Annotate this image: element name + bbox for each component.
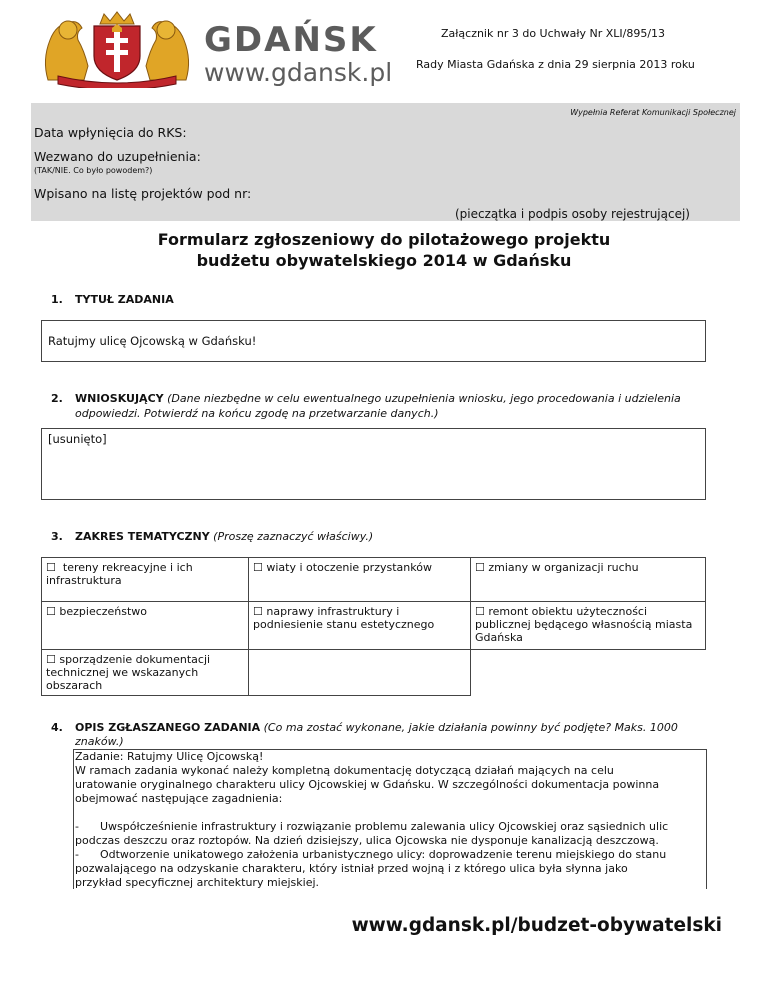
- description-line: W ramach zadania wykonać należy kompletną dokumentację dotyczącą działań mających na celu: [75, 764, 614, 777]
- description-line: - Odtworzenie unikatowego założenia urbanistycznego ulicy: doprowadzenie terenu miejskiego do stanu: [75, 848, 667, 861]
- theme-option-recreation[interactable]: ☐ tereny rekreacyjne i ich infrastruktura: [42, 558, 249, 602]
- section-2-hint-1: (Dane niezbędne w celu ewentualnego uzupełnienia wniosku, jego procedowania i udzielenia: [167, 392, 681, 405]
- checkbox-icon[interactable]: ☐: [253, 605, 263, 618]
- description-line: uratowanie oryginalnego charakteru ulicy Ojcowskiej w Gdańsku. W szczególności dokumentacja powinna: [75, 778, 660, 791]
- theme-option-public-building[interactable]: ☐ remont obiektu użyteczności publicznej będącego własnością miasta Gdańska: [471, 602, 706, 650]
- section-2-number: 2.: [51, 392, 63, 405]
- section-2-hint-2: odpowiedzi. Potwierdź na końcu zgodę na przetwarzanie danych.): [75, 407, 439, 420]
- applicant-value: [usunięto]: [48, 432, 107, 446]
- theme-blank-cell: [471, 650, 706, 696]
- checkbox-icon[interactable]: ☐: [253, 561, 263, 574]
- description-line: - Uwspółcześnienie infrastruktury i rozwiązanie problemu zalewania ulicy Ojcowskiej oraz sąsiednich ulic: [75, 820, 669, 833]
- footer-url: www.gdansk.pl/budzet-obywatelski: [351, 915, 722, 936]
- form-title-line-1: Formularz zgłoszeniowy do pilotażowego projektu: [157, 230, 611, 249]
- section-4-heading: [51, 721, 731, 749]
- description-line: pozwalającego na odzyskanie charakteru, który istniał przed wojną i z którego ulica była słynna jako: [75, 862, 628, 875]
- supplement-hint: (TAK/NIE. Co było powodem?): [34, 166, 153, 175]
- theme-option-safety[interactable]: ☐ bezpieczeństwo: [42, 602, 249, 650]
- checkbox-icon[interactable]: ☐: [475, 605, 485, 618]
- applicant-field[interactable]: [41, 428, 706, 500]
- section-3-heading: [51, 530, 373, 543]
- annex-line-1: Załącznik nr 3 do Uchwały Nr XLI/895/13: [441, 27, 666, 40]
- description-line: obejmować następujące zagadnienia:: [75, 792, 283, 805]
- task-description-field[interactable]: [73, 749, 707, 889]
- theme-option-traffic[interactable]: ☐ zmiany w organizacji ruchu: [471, 558, 706, 602]
- section-4-hint-1: (Co ma zostać wykonane, jakie działania powinny być podjęte? Maks. 1000: [263, 721, 678, 734]
- description-line: przykład specyficznej architektury miejskiej.: [75, 876, 320, 889]
- received-date-label: Data wpłynięcia do RKS:: [34, 125, 187, 140]
- registry-box: [31, 103, 740, 221]
- form-title-line-2: budżetu obywatelskiego 2014 w Gdańsku: [196, 251, 572, 270]
- checkbox-icon[interactable]: ☐: [46, 605, 56, 618]
- section-3-number: 3.: [51, 530, 63, 543]
- registry-note: Wypełnia Referat Komunikacji Społecznej: [570, 108, 736, 117]
- section-4-number: 4.: [51, 721, 63, 734]
- section-3-title: ZAKRES TEMATYCZNY: [75, 530, 210, 543]
- stamp-label: (pieczątka i podpis osoby rejestrującej): [454, 207, 690, 221]
- checkbox-icon[interactable]: ☐: [46, 653, 56, 666]
- checkbox-icon[interactable]: ☐: [46, 561, 56, 574]
- brand-url: www.gdansk.pl: [204, 58, 393, 87]
- theme-option-bus-stops[interactable]: ☐ wiaty i otoczenie przystanków: [249, 558, 471, 602]
- section-2-heading: [51, 391, 731, 421]
- listed-number-label: Wpisano na listę projektów pod nr:: [34, 186, 252, 201]
- description-line: [75, 806, 706, 820]
- themes-table: [41, 557, 706, 696]
- task-title-field[interactable]: [41, 320, 706, 362]
- annex-line-2: Rady Miasta Gdańska z dnia 29 sierpnia 2013 roku: [416, 58, 695, 71]
- section-4-title: OPIS ZGŁASZANEGO ZADANIA: [75, 721, 261, 734]
- theme-option-documentation[interactable]: ☐ sporządzenie dokumentacji technicznej we wskazanych obszarach: [42, 650, 249, 696]
- theme-empty-cell: [249, 650, 471, 696]
- description-line: podczas deszczu oraz roztopów. Na dzień dzisiejszy, ulica Ojcowska nie dysponuje kanalizacją deszczową.: [75, 834, 659, 847]
- section-1-heading: [51, 293, 174, 306]
- gdansk-coat-of-arms-icon: [38, 10, 196, 88]
- form-title: [0, 229, 768, 271]
- checkbox-icon[interactable]: ☐: [475, 561, 485, 574]
- section-3-hint: (Proszę zaznaczyć właściwy.): [213, 530, 374, 543]
- section-1-title: TYTUŁ ZADANIA: [75, 293, 174, 306]
- section-2-title: WNIOSKUJĄCY: [75, 392, 164, 405]
- task-title-value: Ratujmy ulicę Ojcowską w Gdańsku!: [48, 334, 257, 348]
- description-line: Zadanie: Ratujmy Ulicę Ojcowską!: [75, 750, 264, 763]
- brand-name: GDAŃSK: [204, 20, 378, 60]
- section-1-number: 1.: [51, 293, 63, 306]
- theme-option-repairs[interactable]: ☐ naprawy infrastruktury i podniesienie stanu estetycznego: [249, 602, 471, 650]
- section-4-hint-2: znaków.): [75, 735, 124, 748]
- supplement-label: Wezwano do uzupełnienia:: [34, 149, 201, 164]
